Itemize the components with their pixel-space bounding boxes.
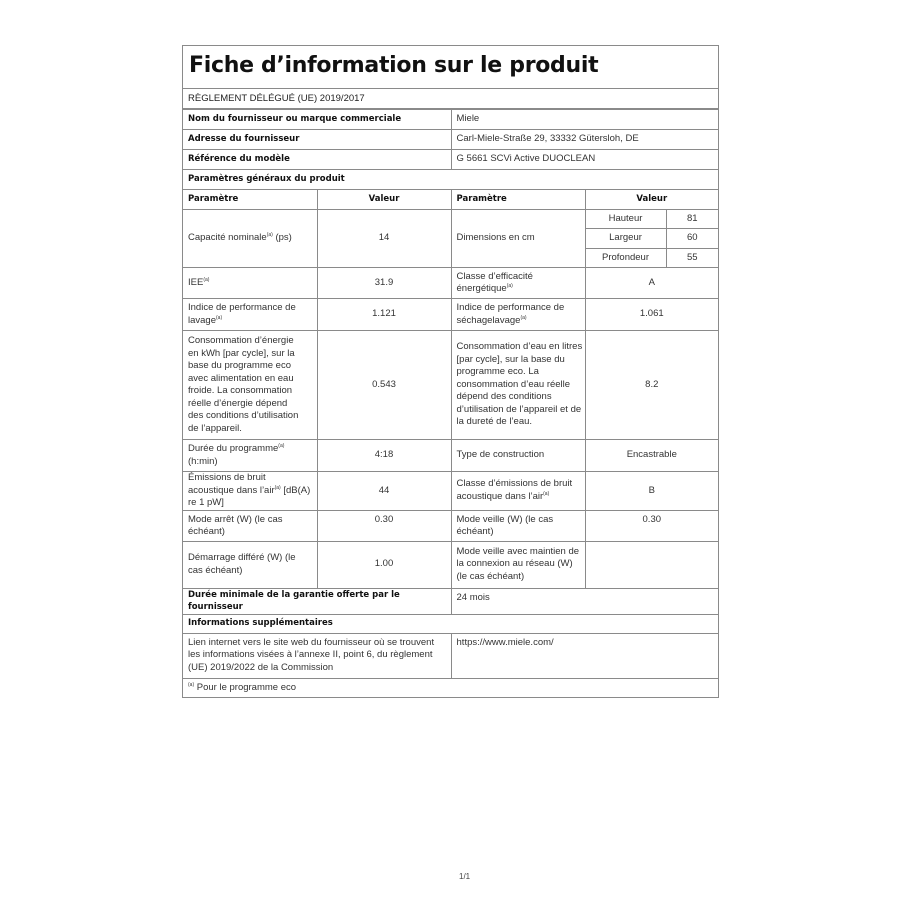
table-row [183,633,718,678]
header-value: Valeur [317,190,451,210]
supplier-name: Miele [451,110,718,130]
general-parameters-heading: Paramètres généraux du produit [183,170,718,190]
product-table [183,109,718,697]
width-value: 60 [666,229,718,249]
footnote: $^{(a)}$ Pour le programme eco [183,678,718,697]
noise-class-value: B [585,472,718,511]
energy-class-label: Classe d’efficacité énergétique$^{(a)}$ [451,268,585,299]
header-parameter: Paramètre [451,190,585,210]
capacity-label: Capacité nominale$^{(a)}$ (ps) [183,210,317,268]
depth-value: 55 [666,249,718,268]
iee-value: 31.9 [317,268,451,299]
wash-index-value: 1.121 [317,299,451,331]
table-row [183,130,718,150]
noise-value: 44 [317,472,451,511]
warranty-label: Durée minimale de la garantie offerte par le fournisseur [183,588,451,614]
table-row [183,440,718,472]
dry-index-value: 1.061 [585,299,718,331]
duration-label: Durée du programme$^{(a)}$ (h:min) [183,440,317,472]
duration-value: 4:18 [317,440,451,472]
page-number: 1/1 [459,872,471,881]
standby-label: Mode veille (W) (le cas échéant) [451,510,585,541]
construction-label: Type de construction [451,440,585,472]
header-value: Valeur [585,190,718,210]
page-title: Fiche d’information sur le produit [183,46,718,89]
depth-label: Profondeur [585,249,666,268]
energy-consumption-label: Consommation d’énergie en kWh [par cycle], sur la base du programme eco avec alimentation en eau froide. La consommation réelle d’énergie dépend des conditions d’utilisation de l’appareil. [183,331,317,440]
table-row [183,678,718,697]
table-row [183,268,718,299]
warranty-value: 24 mois [451,588,718,614]
link-label: Lien internet vers le site web du fournisseur où se trouvent les informations visées à l’annexe II, point 6, du règlement (UE) 2019/2022 de la Commission [183,633,451,678]
table-row [183,588,718,614]
table-row [183,210,718,229]
off-mode-label: Mode arrêt (W) (le cas échéant) [183,510,317,541]
table-row [183,510,718,541]
water-consumption-label: Consommation d’eau en litres [par cycle], sur la base du programme eco. La consommation d’eau réelle dépend des conditions d’utilisation de l’appareil et de la dureté de l’eau. [451,331,585,440]
dry-index-label: Indice de performance de séchagelavage$^{(a)}$ [451,299,585,331]
table-row [183,170,718,190]
header-parameter: Paramètre [183,190,317,210]
model-reference: G 5661 SCVi Active DUOCLEAN [451,150,718,170]
width-label: Largeur [585,229,666,249]
height-label: Hauteur [585,210,666,229]
energy-class-value: A [585,268,718,299]
table-row [183,614,718,633]
delay-start-value: 1.00 [317,541,451,588]
delay-start-label: Démarrage différé (W) (le cas échéant) [183,541,317,588]
wash-index-label: Indice de performance de lavage$^{(a)}$ [183,299,317,331]
supplier-name-label: Nom du fournisseur ou marque commerciale [183,110,451,130]
off-mode-value: 0.30 [317,510,451,541]
table-row [183,299,718,331]
additional-info-heading: Informations supplémentaires [183,614,718,633]
table-row [183,150,718,170]
table-row [183,110,718,130]
construction-value: Encastrable [585,440,718,472]
model-label: Référence du modèle [183,150,451,170]
network-standby-label: Mode veille avec maintien de la connexion au réseau (W) (le cas échéant) [451,541,585,588]
height-value: 81 [666,210,718,229]
supplier-website-link[interactable]: https://www.miele.com/ [451,633,718,678]
product-information-sheet [182,45,719,698]
network-standby-value [585,541,718,588]
noise-label: Émissions de bruit acoustique dans l’air$^{(a)}$ [dB(A) re 1 pW] [183,472,317,511]
regulation-reference: RÈGLEMENT DÉLÉGUÉ (UE) 2019/2017 [183,89,718,109]
table-row [183,541,718,588]
iee-label: IEE$^{(a)}$ [183,268,317,299]
water-consumption-value: 8.2 [585,331,718,440]
dimensions-label: Dimensions en cm [451,210,585,268]
energy-consumption-value: 0.543 [317,331,451,440]
standby-value: 0.30 [585,510,718,541]
capacity-value: 14 [317,210,451,268]
table-header-row [183,190,718,210]
supplier-address-label: Adresse du fournisseur [183,130,451,150]
table-row [183,472,718,511]
table-row [183,331,718,440]
supplier-address: Carl-Miele-Straße 29, 33332 Gütersloh, DE [451,130,718,150]
noise-class-label: Classe d’émissions de bruit acoustique dans l’air$^{(a)}$ [451,472,585,511]
